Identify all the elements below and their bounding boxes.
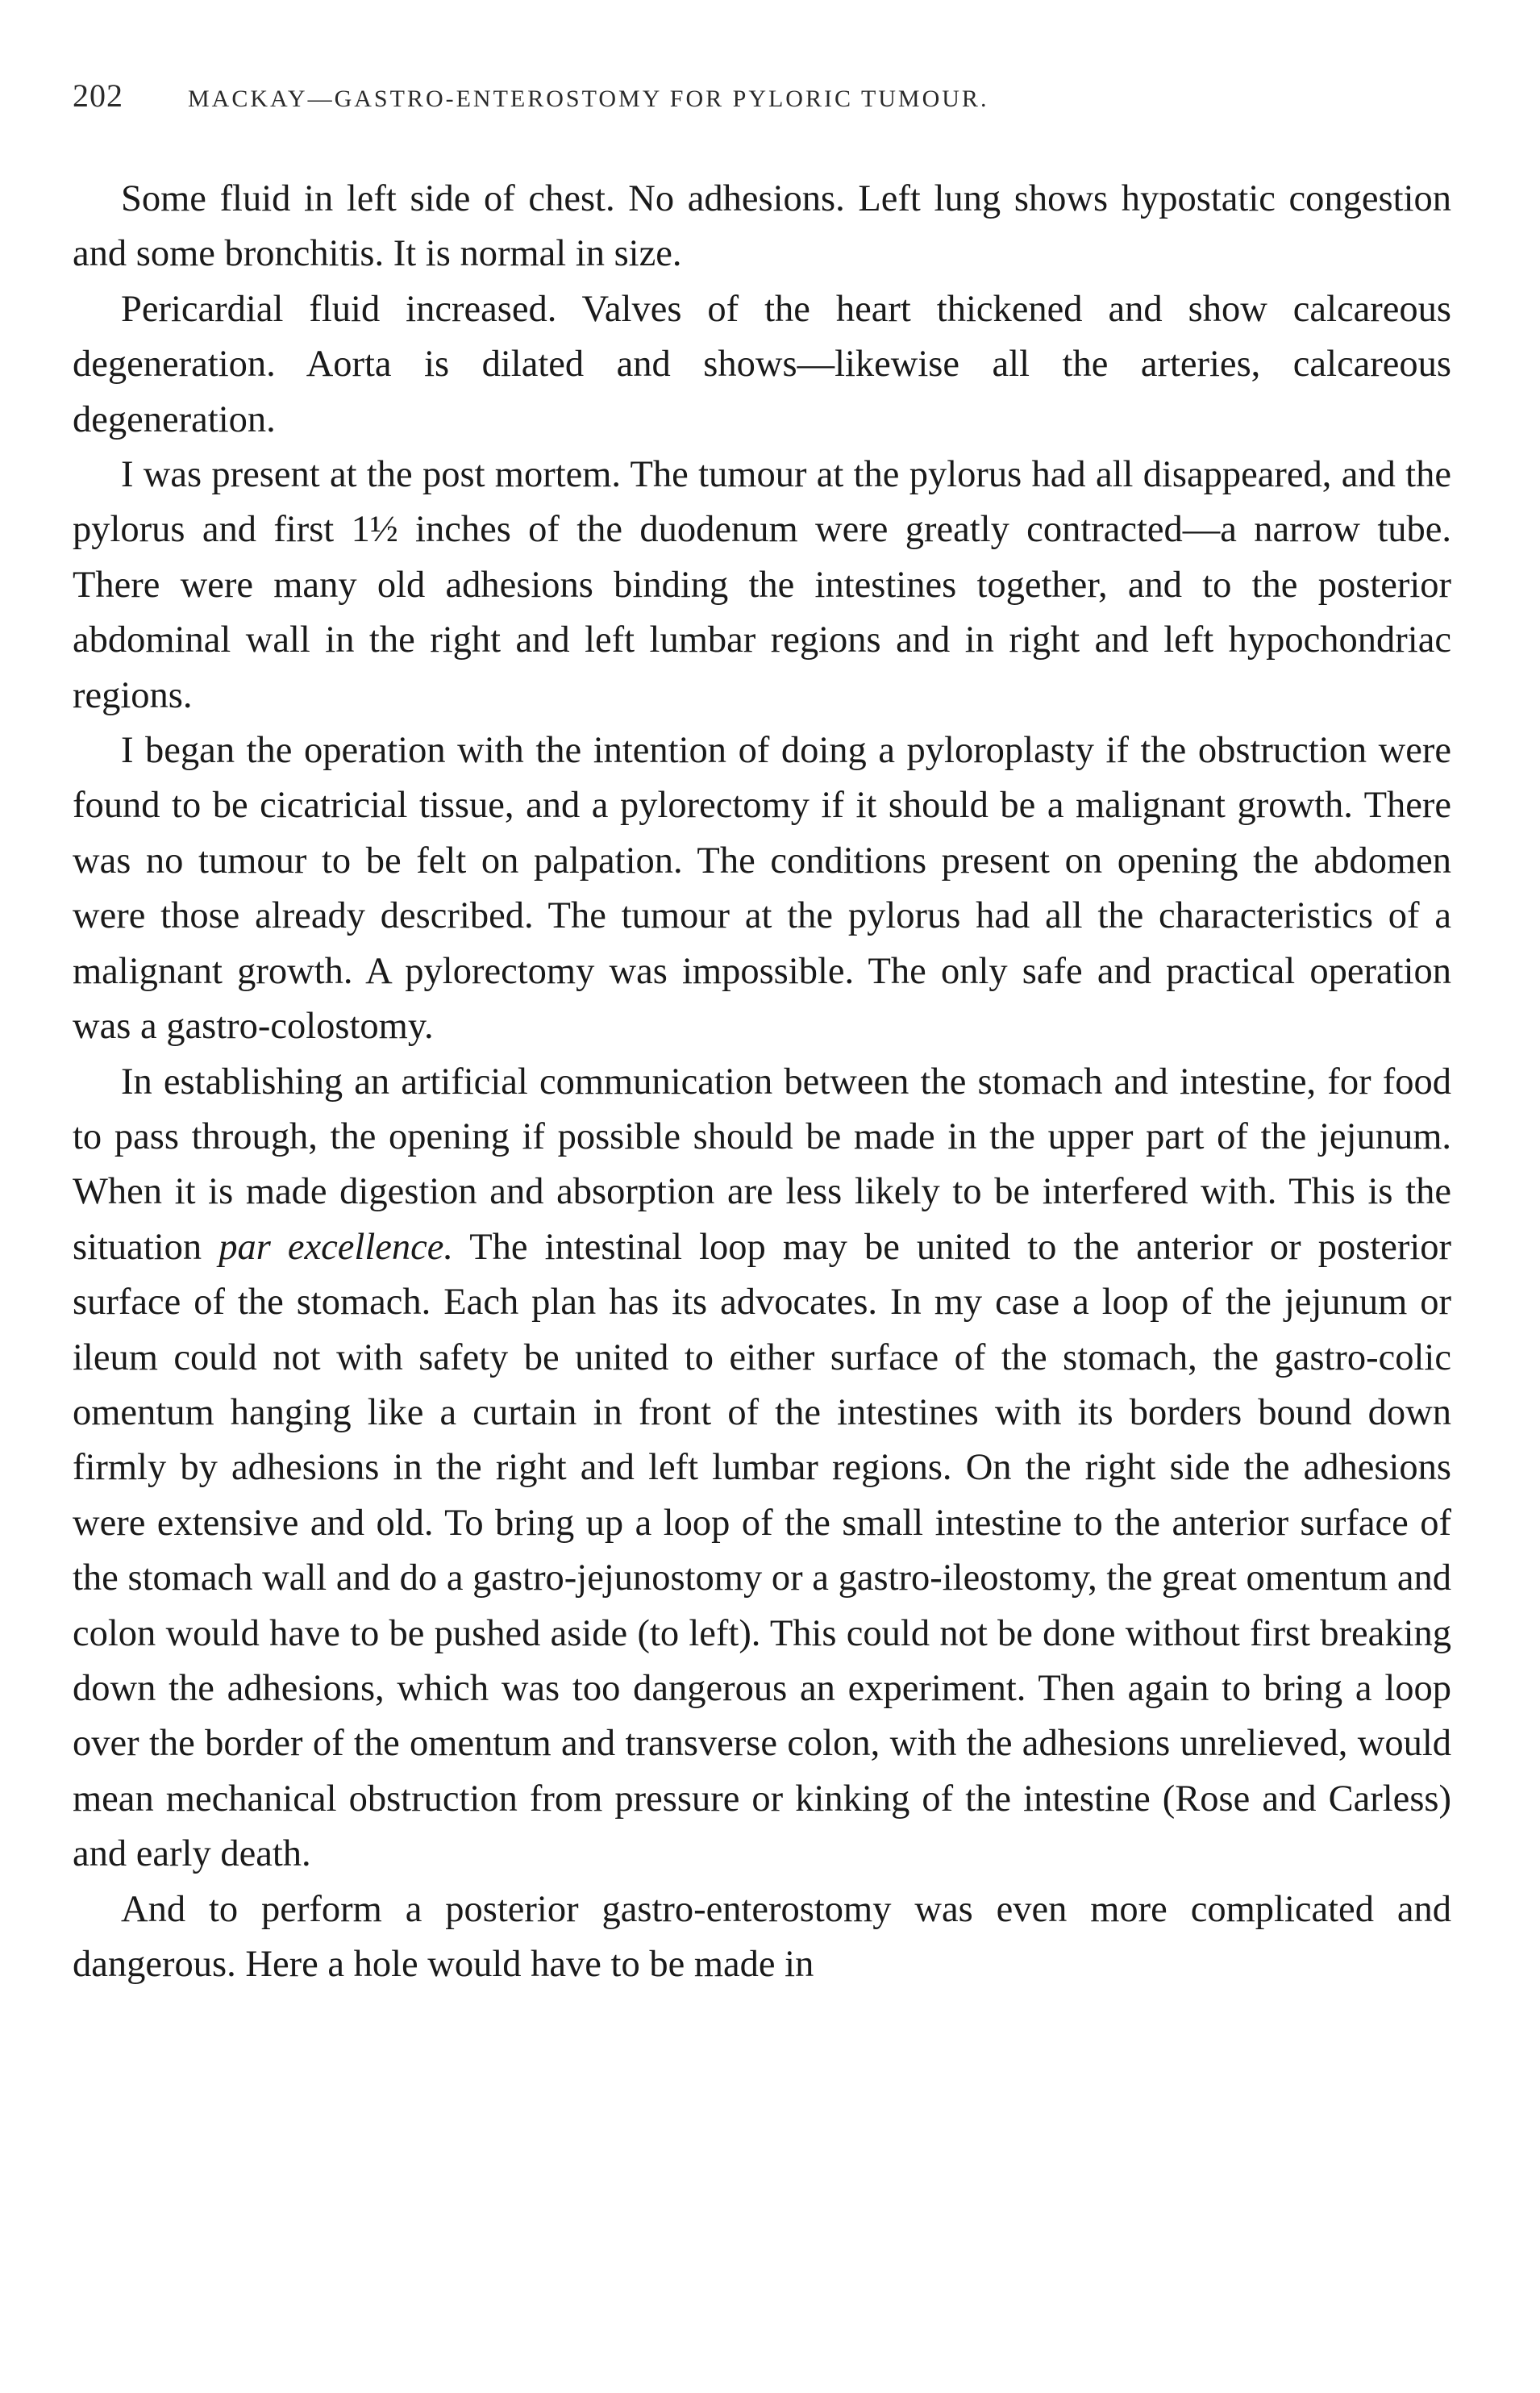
paragraph: Some fluid in left side of chest. No adhesions. Left lung shows hypostatic congestion and some bronchitis. It is normal in size. [73,178,1451,275]
paragraph-text: The intestinal loop may be united to the anterior or posterior surface of the stomach. Each plan has its advocates. In my case a loop of the jejunum or ileum could not with safety be united to either surface of the stomach, the gastro-colic omentum hanging like a curtain in front of the intestines with its borders bound down firmly by adhesions in the right and left lumbar regions. On the right side the adhesions were extensive and old. To bring up a loop of the small intestine to the anterior surface of the stomach wall and do a gastro-jejunostomy or a gastro-ileostomy, the great omentum and colon would have to be pushed aside (to left). This could not be done without first breaking down the adhesions, which was too dangerous an experiment. Then again to bring a loop over the border of the omentum and transverse colon, with the adhesions unrelieved, would mean mechanical obstruction from pressure or kinking of the intestine (Rose and Carless) and early death. [73,1226,1451,1875]
paragraph-text: In establishing an artificial communication between the stomach and intestine, for food to pass through, the opening if possible should be made in the upper part of the jejunum. When it is made digestion and absorption are less likely to be interfered with. This is the situation [73,1061,1451,1268]
paragraph: Pericardial fluid increased. Valves of the heart thickened and show calcareous degeneration. Aorta is dilated and shows—likewise all the arteries, calcareous degeneration. [73,288,1451,440]
paragraph [73,448,1451,723]
running-title: MACKAY—GASTRO-ENTEROSTOMY FOR PYLORIC TUMOUR. [188,85,989,112]
page-number: 202 [73,77,123,114]
body-text [73,172,1451,1992]
paragraph: I began the operation with the intention of doing a pyloroplasty if the obstruction were found to be cicatricial tissue, and a pylorectomy if it should be a malignant growth. There was no tumour to be felt on palpation. The conditions present on opening the abdomen were those already described. The tumour at the pylorus had all the characteristics of a malignant growth. A pylorectomy was impossible. The only safe and practical operation was a gastro-colostomy. [73,730,1451,1048]
running-header [73,77,1451,133]
document-page [73,77,1451,2359]
italic-phrase: par excellence. [219,1226,454,1268]
paragraph [73,1055,1451,1882]
paragraph-text: I was present at the post mortem. The tumour at the pylorus had all disappeared, and the pylorus and first [73,454,1451,551]
paragraph: And to perform a posterior gastro-enterostomy was even more complicated and dangerous. Here a hole would have to be made in [73,1888,1451,1985]
paragraph-text: inches of the duodenum were greatly contracted—a narrow tube. There were many old adhesions binding the intestines together, and to the posterior abdominal wall in the right and left lumbar regions and in right and left hypochondriac regions. [73,509,1451,716]
fraction: 1½ [351,509,398,551]
